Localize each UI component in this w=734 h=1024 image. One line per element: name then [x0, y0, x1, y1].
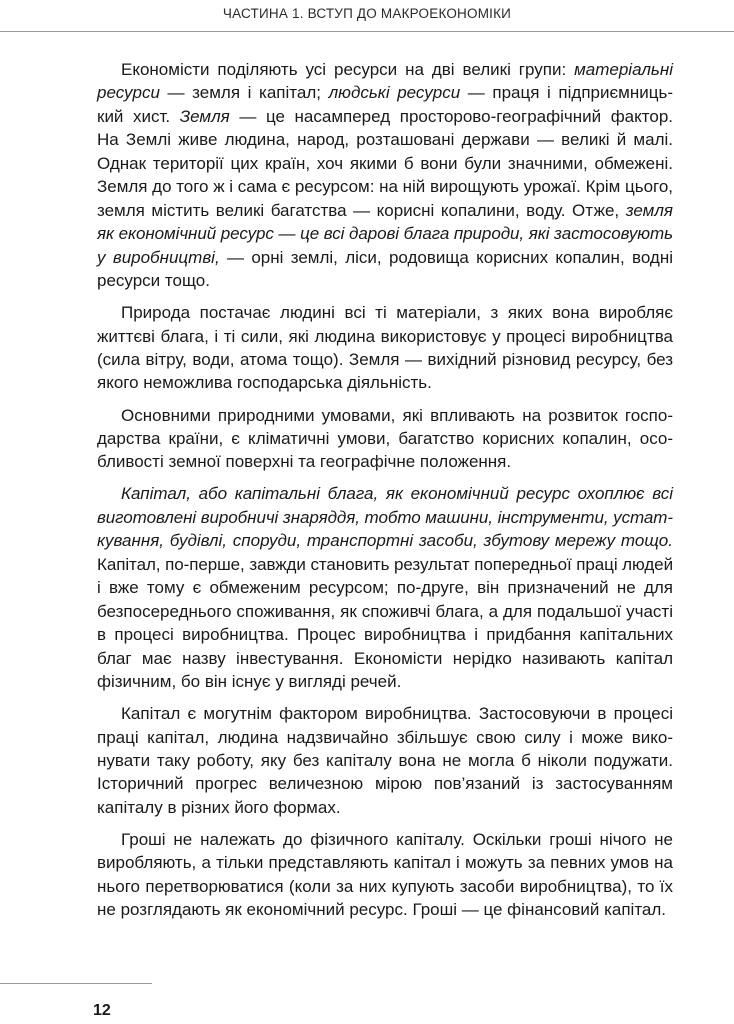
text-run: в процесі виробництва. Процес виробництва і придбання капітальних: [97, 625, 673, 645]
running-header: [0, 0, 734, 32]
text-run: На Землі живе людина, народ, розташовані держави — великі й малі.: [97, 130, 673, 150]
italic-text: у виробництві,: [97, 247, 220, 267]
text-run: ресурси тощо.: [97, 271, 210, 291]
italic-text: Земля: [179, 106, 230, 126]
footer-divider: [0, 983, 152, 984]
text-run: нього перетворюватися (коли за них купують засоби виробництва), то їх: [97, 876, 673, 896]
italic-text: Капітал, або капітальні блага, як економічний ресурс охоплює всі: [121, 484, 673, 504]
text-run: фізичним, бо він існує у вигляді речей.: [97, 672, 402, 692]
text-run: Історичний прогрес величезною мірою пов’язаний із застосуванням: [97, 774, 673, 794]
text-run: Природа постачає людині всі ті матеріали, з яких вона виробляє: [121, 303, 673, 323]
text-line: [97, 269, 673, 292]
text-run: праці капітал, людина надзвичайно збільшує свою силу і може вико-: [97, 727, 673, 747]
text-line: [97, 796, 673, 819]
text-line: [97, 348, 673, 371]
text-run: нувати таку роботу, яку без капіталу вона не могла б ніколи подужати.: [97, 750, 673, 770]
text-run: — це насамперед просторово-географічний фактор.: [229, 106, 673, 126]
text-line: [97, 105, 673, 128]
text-run: земля містить великі багатства — корисні копалини, воду. Отже,: [97, 200, 626, 220]
text-line: [97, 371, 673, 394]
text-run: Економісти поділяють усі ресурси на дві великі групи:: [121, 60, 575, 79]
italic-text: виготовлені виробничі знаряддя, тобто машини, інструменти, устат-: [97, 507, 673, 527]
text-line: [97, 325, 673, 348]
text-line: [97, 875, 673, 898]
italic-text: матеріальні: [574, 60, 673, 79]
text-line: [97, 175, 673, 198]
text-line: [97, 222, 673, 245]
text-line: [97, 450, 673, 473]
text-line: [97, 427, 673, 450]
italic-text: кування, будівлі, споруди, транспортні засоби, збутову мережу тощо.: [97, 531, 673, 551]
text-line: [97, 553, 673, 576]
text-line: [97, 600, 673, 623]
text-run: не розглядають як економічний ресурс. Гроші — це фінансовий капітал.: [97, 900, 667, 920]
text-line: [97, 506, 673, 529]
text-run: (сила вітру, води, атома тощо). Земля — вихідний різновид ресурсу, без: [97, 349, 673, 369]
text-line: [97, 199, 673, 222]
running-title: ЧАСТИНА 1. ВСТУП ДО МАКРОЕКОНОМІКИ: [222, 6, 512, 21]
header-divider: [0, 31, 734, 32]
text-line: [97, 529, 673, 552]
text-line: [97, 898, 673, 921]
text-line: [97, 670, 673, 693]
text-run: Капітал, по-перше, завжди становить результат попередньої праці людей: [97, 554, 673, 574]
text-line: [121, 404, 673, 427]
text-run: виробляють, а тільки представляють капітал і можуть за певних умов на: [97, 853, 673, 873]
text-line: [121, 58, 673, 81]
text-line: [121, 828, 673, 851]
text-run: — земля і капітал;: [159, 83, 329, 103]
text-run: Земля до того ж і сама є ресурсом: на ній вирощують урожаї. Крім цього,: [97, 177, 673, 197]
text-run: Однак території цих країн, хоч якими б вони були значними, обмежені.: [97, 153, 673, 173]
text-line: [97, 623, 673, 646]
text-line: [97, 576, 673, 599]
text-line: [97, 851, 673, 874]
text-run: — праця і підприємниць-: [460, 83, 673, 103]
text-run: Капітал є могутнім фактором виробництва. Застосовуючи в процесі: [121, 704, 673, 724]
text-line: [97, 772, 673, 795]
page-number: 12: [93, 1002, 111, 1019]
text-line: [97, 128, 673, 151]
text-line: [97, 726, 673, 749]
text-line: [121, 301, 673, 324]
text-run: якого неможлива господарська діяльність.: [97, 373, 432, 393]
italic-text: людські ресурси: [328, 83, 461, 103]
text-run: Гроші не належать до фізичного капіталу. Оскільки гроші нічого не: [121, 829, 673, 849]
text-line: [97, 81, 673, 104]
text-line: [121, 702, 673, 725]
italic-text: ресурси: [97, 83, 160, 103]
text-line: [97, 152, 673, 175]
text-run: безпосереднього споживання, як споживчі блага, а для подальшої участі: [97, 601, 673, 621]
text-run: дарства країни, є кліматичні умови, багатство корисних копалин, осо-: [97, 428, 673, 448]
text-line: [97, 749, 673, 772]
italic-text: як економічний ресурс — це всі дарові блага природи, які застосовують: [97, 224, 673, 244]
text-run: — орні землі, ліси, родовища корисних копалин, водні: [219, 247, 673, 267]
text-run: бливості земної поверхні та географічне положення.: [97, 452, 512, 472]
text-run: Основними природними умовами, які впливають на розвиток госпо-: [121, 405, 673, 425]
text-run: капіталу в різних його формах.: [97, 797, 341, 817]
text-run: життєві блага, і ті сили, які людина використовує у процесі виробництва: [97, 326, 673, 346]
italic-text: земля: [625, 200, 673, 220]
text-line: [97, 647, 673, 670]
text-run: кий хист.: [97, 106, 180, 126]
text-run: благ має назву інвестування. Економісти нерідко називають капітал: [97, 648, 673, 668]
text-run: і вже тому є обмеженим ресурсом; по-друге, він призначений не для: [97, 578, 673, 598]
text-line: [121, 482, 673, 505]
text-line: [97, 246, 673, 269]
